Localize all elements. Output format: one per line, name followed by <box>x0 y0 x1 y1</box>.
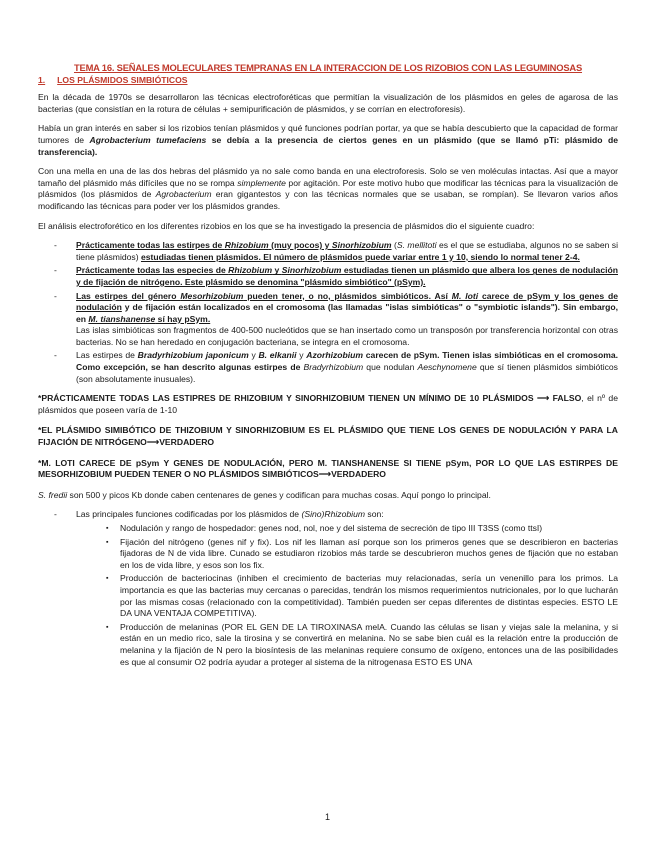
text: se debía a la presencia de ciertos genes en un plásmido (que se llamó pTi: plásmido de transferencia). <box>38 134 618 157</box>
arrow-icon: ⟶ <box>146 437 160 448</box>
sublist-item: ▪ Fijación del nitrógeno (genes nif y fix). Los nif les llaman así porque son los primeros genes que se describieron en bacterias fijadoras de N de vida libre. Cunado se estudiaron rizobios más tarde se descubrieron muchos genes de fijación que no estaban en los de vida libre, y esos son los fix. <box>76 537 618 572</box>
page-number: 1 <box>324 812 330 822</box>
paragraph-4: El análisis electroforético en los diferentes rizobios en los que se ha investigado la presencia de plásmidos dio el siguiente cuadro: <box>38 220 535 231</box>
list-item <box>38 509 618 668</box>
text: que nodulan <box>363 362 418 373</box>
plasmid-functions-list <box>38 509 618 668</box>
text: y <box>272 265 282 276</box>
sublist-item: ▪ Producción de bacteriocinas (inhiben el crecimiento de bacterias muy relacionadas, sería un venenillo para los primos. La importancia es que las bacterias muy cercanas o parecidas, tendrán los mismos requerimientos nutricionales, por lo que lucharán por las mismas cosas (relacionado con la competitividad). También pueden ser cepas diferentes de distintas especies. ESTO LE DA UNA VENTAJA COMPETITIVA). <box>76 573 618 619</box>
sublist-item: ▪ Nodulación y rango de hospedador: genes nod, nol, noe y del sistema de secreción de tipo III T3SS (como ttsI) <box>76 523 618 535</box>
list-item <box>38 291 618 349</box>
text: ( <box>391 240 397 251</box>
species-name: Azorhizobium <box>306 350 364 361</box>
species-name: Agrobacterium tumefaciens <box>89 134 207 145</box>
document-page <box>38 62 618 676</box>
species-name: S. fredii <box>38 489 68 500</box>
plasmid-findings-list <box>38 240 618 385</box>
list-item <box>38 240 618 263</box>
paragraph-5 <box>38 490 618 502</box>
species-name: M. loti <box>451 290 479 301</box>
species-name: Rhizobium <box>224 240 269 251</box>
text: *EL PLÁSMIDO SIMIBÓTICO DE THIZOBIUM Y SINORHIZOBIUM ES EL PLÁSMIDO QUE TIENE LOS GENES DE NODULACIÓN Y PARA LA FIJACIÓN DE NITRÓGENO <box>38 425 618 448</box>
species-name: B. elkanii <box>258 350 297 361</box>
note-1 <box>38 393 618 416</box>
answer: FALSO <box>549 393 582 404</box>
text: (muy pocos) y <box>268 240 332 251</box>
text: Las estirpes de <box>76 350 138 361</box>
text: y <box>248 350 259 361</box>
arrow-icon: ⟶ <box>536 393 550 404</box>
text: Había un gran interés en saber si los rizobios tenían plásmidos y qué funciones podrían portar, ya que se había descubierto que la capacidad de formar tumores de <box>38 123 618 145</box>
text: son 500 y picos Kb donde caben centenares de genes y codifican para muchas cosas. Aquí pongo lo principal. <box>67 489 491 500</box>
species-name: Agrobacterium <box>155 189 212 200</box>
text: , el nº de plásmidos que poseen varía de 1-10 <box>38 393 618 415</box>
text: Las estirpes del género <box>76 290 181 301</box>
section-heading <box>38 75 618 87</box>
text: Con una mella en una de las dos hebras del plásmido ya no sale como banda en una electroforesis. Solo se ven moléculas intactas. Así que a mayor tamaño del plásmido más difíciles que no se rompa <box>38 166 618 188</box>
list-item <box>38 265 618 288</box>
species-name: (Sino)Rhizobium <box>301 509 366 520</box>
text: que sí tienen plásmidos simbióticos (son absolutamente inusuales). <box>76 362 618 384</box>
text: carecen de pSym. Tienen islas simbióticas en el cromosoma. Como excepción, se han descrito algunas estirpes de <box>76 350 618 373</box>
section-label: LOS PLÁSMIDOS SIMBIÓTICOS <box>57 74 188 85</box>
text: En la década de 1970s se desarrollaron las técnicas electroforéticas que permitían la visualización de los plásmidos en geles de agarosa de las bacterias (que consistían en la rotura de células + semipurificación de plásmidos, y se corrían en electroforesis). <box>38 92 618 114</box>
species-name: Bradyrhizobium japonicum <box>137 350 249 361</box>
list-item <box>38 350 618 385</box>
species-name: Rhizobium <box>228 265 273 276</box>
text: y <box>296 350 307 361</box>
text: *PRÁCTICAMENTE TODAS LAS ESTIPRES DE RHIZOBIUM Y SINORHIZOBIUM TIENEN UN MÍNIMO DE 10 PLÁSMIDOS <box>38 393 537 404</box>
document-title: TEMA 16. SEÑALES MOLECULARES TEMPRANAS EN LA INTERACCION DE LOS RIZOBIOS CON LAS LEGUMINOSAS <box>73 62 583 73</box>
species-name: Mesorhizobium <box>180 290 244 301</box>
species-name: Sinorhizobium <box>281 265 342 276</box>
emphasis: simplemente <box>237 177 286 188</box>
arrow-icon: ⟶ <box>318 469 332 480</box>
text: eran gigantestos y con las técnicas normales que se usaban, se rompían). Se llevaron varios años modificando las técnicas para poder ver los plásmidos grandes. <box>38 189 618 211</box>
note-2 <box>38 425 618 448</box>
text: es el que se estudiaba, algunos no se saben si tiene plásmidos) <box>76 240 619 262</box>
answer: VERDADERO <box>159 437 215 448</box>
text: pueden tener, o no, plásmidos simbióticos. Así <box>243 290 452 301</box>
text: sí hay pSym. <box>155 313 211 324</box>
text: *M. LOTI CARECE DE pSym Y GENES DE NODULACIÓN, PERO M. TIANSHANENSE SI TIENE pSym, POR LO QUE LAS ESTIRPES DE MESORHIZOBIUM PUEDEN TENER O NO PLÁSMIDOS SIMBIÓTICOS <box>38 457 618 480</box>
species-name: Bradyrhizobium <box>303 362 364 373</box>
paragraph-3 <box>38 166 618 212</box>
text: por agitación. Por este motivo hubo que modificar las técnicas para la visualización de plásmidos (los plásmidos de <box>38 177 618 200</box>
text: Las principales funciones codificadas por los plásmidos de <box>76 509 302 520</box>
section-number: 1. <box>38 74 46 85</box>
text: Prácticamente todas las especies de <box>76 265 229 276</box>
text: Prácticamente todas las estirpes de <box>76 240 225 251</box>
answer: VERDADERO <box>331 469 386 480</box>
text: y de fijación están localizados en el cromosoma (las llamadas "islas simbióticas" o "symbiotic islands"). Sin embargo, en <box>76 302 618 324</box>
text: Las islas simbióticas son fragmentos de 400-500 nucleótidos que se han insertado como un transposón por transferencia horizontal con otras bacterias. No se han heredado en conjugación bacteriana, se integra en el cromosoma. <box>76 325 618 347</box>
species-name: M. tianshanense <box>88 313 156 324</box>
species-name: Aeschynomene <box>417 362 477 373</box>
paragraph-1 <box>38 92 618 115</box>
paragraph-2 <box>38 123 618 158</box>
function-sublist <box>76 523 618 668</box>
text: son: <box>365 509 384 520</box>
sublist-item: ▪ Producción de melaninas (POR EL GEN DE LA TIROXINASA melA. Cuando las células se lisan y viejas sale la melanina, y si están en un medio rico, sale la tirosina y se convertirá en melanina. No se sabe bien cuál es la relación entre la producción de melanina y la fijación de N pero la biosíntesis de las melaninas requiere consumo de oxígeno, entonces una de las posibilidades es que al consumir O2 podría ayudar a proteger al sistema de la nitrogenasa ESTO ES UNA <box>76 622 618 668</box>
species-name: Sinorhizobium <box>331 240 392 251</box>
text: estudiadas tienen un plásmido que albera los genes de nodulación y de fijación de nitrógeno. Este plásmido se denomina "plásmido simbiótico" (pSym). <box>76 265 618 287</box>
text: carece de pSym y los genes de nodulación <box>76 290 619 313</box>
species-name: S. mellitoti <box>396 240 437 251</box>
note-3 <box>38 458 618 481</box>
text: estudiadas tienen plásmidos. El número de plásmidos puede variar entre 1 y 10, siendo lo normal tener 2-4. <box>140 251 580 262</box>
